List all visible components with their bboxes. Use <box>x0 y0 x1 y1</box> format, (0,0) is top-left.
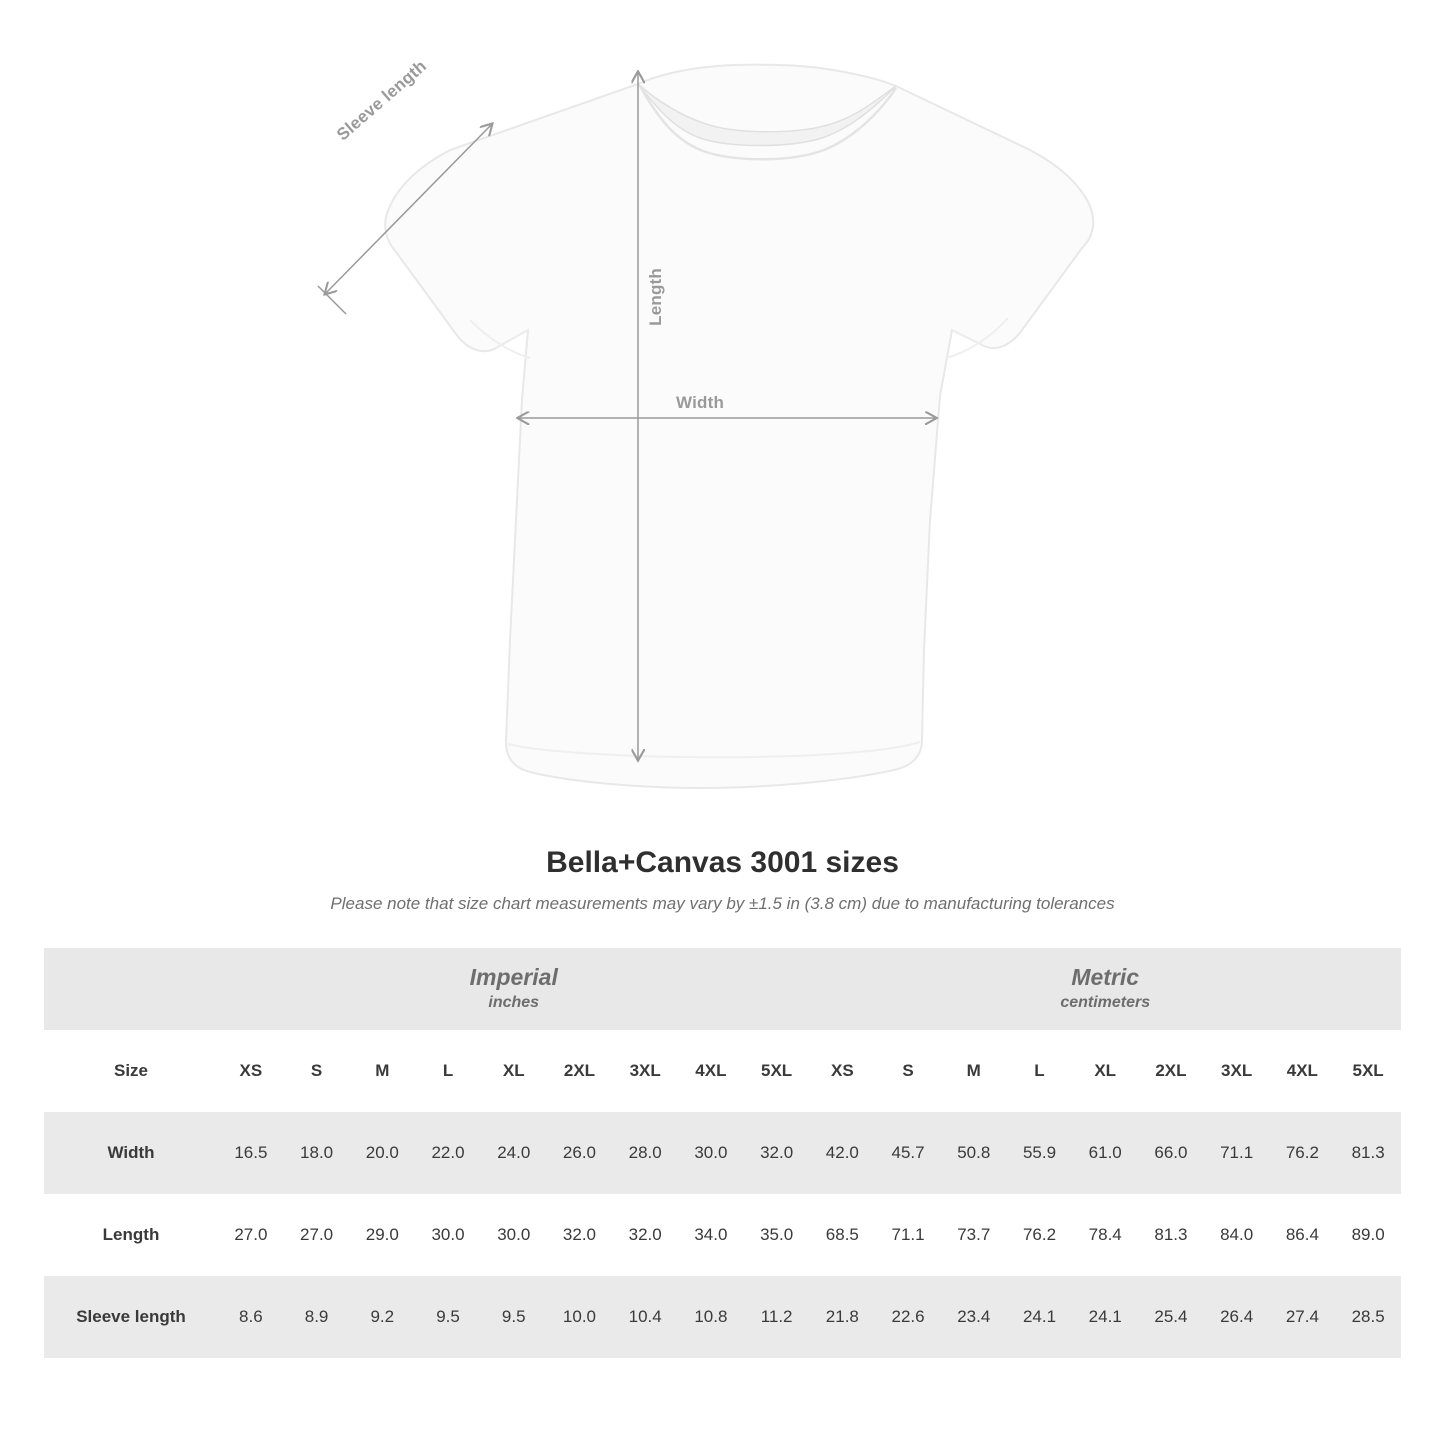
size-header-cell: S <box>875 1030 941 1112</box>
size-header-cell: XL <box>1072 1030 1138 1112</box>
table-cell: 29.0 <box>349 1194 415 1276</box>
table-cell: 27.4 <box>1270 1276 1336 1358</box>
size-header-cell: 3XL <box>1204 1030 1270 1112</box>
size-header-cell: L <box>415 1030 481 1112</box>
size-header-cell: 4XL <box>678 1030 744 1112</box>
table-cell: 21.8 <box>809 1276 875 1358</box>
table-cell: 76.2 <box>1270 1112 1336 1194</box>
size-header-cell: M <box>349 1030 415 1112</box>
size-table <box>44 948 1401 1358</box>
unit-group-imperial-sub: inches <box>488 994 540 1012</box>
size-header-cell: 5XL <box>744 1030 810 1112</box>
table-cell: 32.0 <box>744 1112 810 1194</box>
table-row <box>44 1194 1401 1276</box>
table-cell: 16.5 <box>218 1112 284 1194</box>
table-cell: 9.2 <box>349 1276 415 1358</box>
table-cell: 26.0 <box>547 1112 613 1194</box>
table-cell: 22.0 <box>415 1112 481 1194</box>
table-cell: 8.9 <box>284 1276 350 1358</box>
length-label: Length <box>646 268 665 326</box>
table-row <box>44 1112 1401 1194</box>
unit-group-metric-sub: centimeters <box>1060 994 1151 1012</box>
unit-group-header-row <box>44 948 1401 1030</box>
table-cell: 71.1 <box>1204 1112 1270 1194</box>
unit-group-imperial <box>218 948 809 1030</box>
table-cell: 24.0 <box>481 1112 547 1194</box>
tolerance-note: Please note that size chart measurements may vary by ±1.5 in (3.8 cm) due to manufacturing tolerances <box>330 894 1115 913</box>
table-cell: 22.6 <box>875 1276 941 1358</box>
table-cell: 89.0 <box>1335 1194 1401 1276</box>
table-cell: 26.4 <box>1204 1276 1270 1358</box>
table-cell: 30.0 <box>678 1112 744 1194</box>
table-cell: 32.0 <box>547 1194 613 1276</box>
table-cell: 61.0 <box>1072 1112 1138 1194</box>
table-cell: 9.5 <box>481 1276 547 1358</box>
size-header-cell: 2XL <box>547 1030 613 1112</box>
row-label-sleeve-length: Sleeve length <box>44 1276 218 1358</box>
table-cell: 28.5 <box>1335 1276 1401 1358</box>
table-cell: 8.6 <box>218 1276 284 1358</box>
table-cell: 78.4 <box>1072 1194 1138 1276</box>
table-cell: 35.0 <box>744 1194 810 1276</box>
table-cell: 66.0 <box>1138 1112 1204 1194</box>
table-cell: 23.4 <box>941 1276 1007 1358</box>
table-cell: 68.5 <box>809 1194 875 1276</box>
table-cell: 27.0 <box>284 1194 350 1276</box>
table-cell: 55.9 <box>1007 1112 1073 1194</box>
table-cell: 28.0 <box>612 1112 678 1194</box>
table-cell: 27.0 <box>218 1194 284 1276</box>
size-header-cell: XL <box>481 1030 547 1112</box>
unit-group-metric <box>809 948 1401 1030</box>
page-title: Bella+Canvas 3001 sizes <box>546 846 899 879</box>
size-table-wrapper <box>44 948 1401 1358</box>
size-header-cell: XS <box>218 1030 284 1112</box>
table-cell: 24.1 <box>1072 1276 1138 1358</box>
size-header-cell: 3XL <box>612 1030 678 1112</box>
table-cell: 11.2 <box>744 1276 810 1358</box>
size-header-cell: 5XL <box>1335 1030 1401 1112</box>
unit-group-imperial-name: Imperial <box>469 963 558 990</box>
table-cell: 45.7 <box>875 1112 941 1194</box>
row-label-length: Length <box>44 1194 218 1276</box>
corner-cell <box>44 948 218 1030</box>
sleeve-length-label: Sleeve length <box>333 56 431 145</box>
table-cell: 42.0 <box>809 1112 875 1194</box>
size-header-cell: 4XL <box>1270 1030 1336 1112</box>
size-header-cell: XS <box>809 1030 875 1112</box>
table-cell: 30.0 <box>415 1194 481 1276</box>
table-cell: 34.0 <box>678 1194 744 1276</box>
table-cell: 10.8 <box>678 1276 744 1358</box>
size-row-label: Size <box>44 1030 218 1112</box>
table-cell: 71.1 <box>875 1194 941 1276</box>
row-label-width: Width <box>44 1112 218 1194</box>
table-cell: 50.8 <box>941 1112 1007 1194</box>
size-header-row <box>44 1030 1401 1112</box>
table-cell: 25.4 <box>1138 1276 1204 1358</box>
size-header-cell: M <box>941 1030 1007 1112</box>
table-cell: 9.5 <box>415 1276 481 1358</box>
table-cell: 73.7 <box>941 1194 1007 1276</box>
table-cell: 18.0 <box>284 1112 350 1194</box>
table-row <box>44 1276 1401 1358</box>
table-cell: 86.4 <box>1270 1194 1336 1276</box>
unit-group-metric-name: Metric <box>1071 963 1140 990</box>
size-header-cell: L <box>1007 1030 1073 1112</box>
table-cell: 81.3 <box>1335 1112 1401 1194</box>
table-cell: 20.0 <box>349 1112 415 1194</box>
table-cell: 84.0 <box>1204 1194 1270 1276</box>
table-cell: 24.1 <box>1007 1276 1073 1358</box>
table-cell: 81.3 <box>1138 1194 1204 1276</box>
size-header-cell: S <box>284 1030 350 1112</box>
width-label: Width <box>676 393 725 412</box>
table-cell: 30.0 <box>481 1194 547 1276</box>
table-cell: 10.0 <box>547 1276 613 1358</box>
size-header-cell: 2XL <box>1138 1030 1204 1112</box>
title-block <box>0 846 1445 914</box>
table-cell: 32.0 <box>612 1194 678 1276</box>
table-cell: 10.4 <box>612 1276 678 1358</box>
table-cell: 76.2 <box>1007 1194 1073 1276</box>
